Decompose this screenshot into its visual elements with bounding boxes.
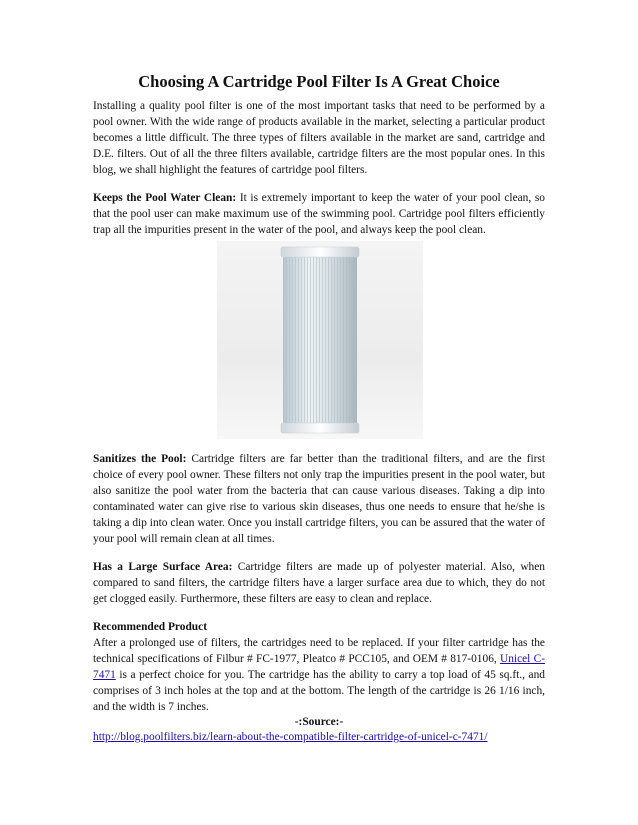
recommended-heading	[93, 619, 545, 635]
section-clean-paragraph	[93, 190, 545, 238]
section-surface-text: Cartridge filters are made up of polyester material. Also, when compared to sand filters, the cartridge filters have a larger surface area due to which, they do not get clogged easily. Furthermore, these filters are easy to clean and replace.	[93, 561, 545, 605]
recommended-paragraph	[93, 635, 545, 715]
source-link[interactable]: http://blog.poolfilters.biz/learn-about-the-compatible-filter-cartridge-of-unicel-c-7471/	[93, 731, 488, 743]
section-clean-heading: Keeps the Pool Water Clean:	[93, 192, 237, 204]
intro-paragraph: Installing a quality pool filter is one of the most important tasks that need to be performed by a pool owner. With the wide range of products available in the market, selecting a particular product becomes a little difficult. The three types of filters available in the market are sand, cartridge and D.E. filters. Out of all the three filters available, cartridge filters are the most popular ones. In this blog, we shall highlight the features of cartridge pool filters.	[93, 100, 545, 176]
section-clean-text: It is extremely important to keep the water of your pool clean, so that the pool user can make maximum use of the swimming pool. Cartridge pool filters efficiently trap all the impurities present in the water of the pool, and always keep the pool clean.	[93, 192, 545, 236]
section-surface-paragraph	[93, 559, 545, 607]
document-title: Choosing A Cartridge Pool Filter Is A Great Choice	[138, 72, 500, 91]
section-sanitize-paragraph	[93, 451, 545, 547]
section-surface-heading: Has a Large Surface Area:	[93, 561, 233, 573]
recommended-text-before: After a prolonged use of filters, the cartridges need to be replaced. If your filter cartridge has the technical specifications of Filbur # FC-1977, Pleatco # PCC105, and OEM # 817-0106,	[93, 637, 545, 665]
section-sanitize-heading: Sanitizes the Pool:	[93, 453, 187, 465]
source-label: -:Source:-	[294, 716, 344, 728]
cartridge-filter-image	[217, 241, 423, 439]
recommended-text-after: is a perfect choice for you. The cartridge has the ability to carry a top load of 45 sq.ft., and comprises of 3 inch holes at the top and at the bottom. The length of the cartridge is 26 1/16 inch, and the width is 7 inches.	[93, 669, 545, 713]
recommended-heading-text: Recommended Product	[93, 621, 207, 633]
cartridge-filter-illustration	[217, 241, 423, 439]
document-page	[93, 72, 545, 745]
section-sanitize-text: Cartridge filters are far better than the traditional filters, and are the first choice of every pool owner. These filters not only trap the impurities present in the pool water, but also sanitize the pool water from the bacteria that can cause various diseases. Taking a dip into contaminated water can give rise to various skin diseases, thus one needs to ensure that he/she is taking a dip into clean water. Once you install cartridge filters, you can be assured that the water of your pool will remain clean at all times.	[93, 453, 546, 545]
unicel-product-link[interactable]: Unicel C-7471	[93, 653, 545, 681]
